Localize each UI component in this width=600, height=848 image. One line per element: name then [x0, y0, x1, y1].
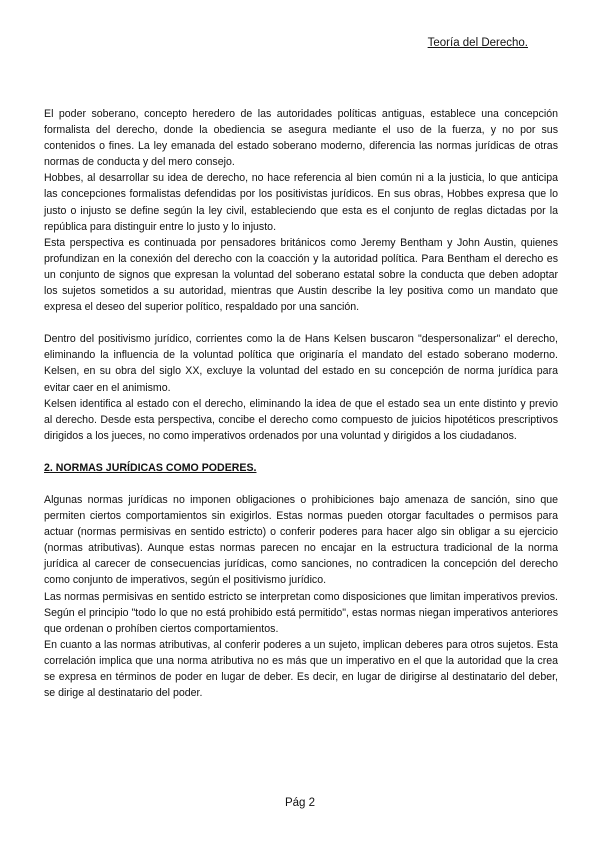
page-number: Pág 2 [284, 797, 316, 809]
paragraph: Algunas normas jurídicas no imponen obligaciones o prohibiciones bajo amenaza de sanción, sino que permiten ciertos comportamientos sin exigirlos. Estas normas pueden otorgar facultades o permisos para actuar (normas permisivas en sentido estricto) o conferir poderes para hacer algo sin obligar a su ejercicio (normas atributivas). Aunque estas normas parecen no encajar en la estructura tradicional de la norma jurídica al carecer de consecuencias jurídicas, como sanciones, no contradicen la concepción del derecho como conjunto de imperativos, según el positivismo jurídico. [44, 493, 558, 587]
section-heading: 2. NORMAS JURÍDICAS COMO PODERES. [44, 461, 257, 474]
paragraph: Kelsen identifica al estado con el derecho, eliminando la idea de que el estado sea un ente distinto y previo al derecho. Desde esta perspectiva, concibe el derecho como compuesto de juicios hipotéticos prescriptivos dirigidos a los jueces, no como imperativos ordenados por una voluntad y dirigidos a los ciudadanos. [44, 397, 558, 442]
paragraph: El poder soberano, concepto heredero de las autoridades políticas antiguas, establece una concepción formalista del derecho, donde la obediencia se asegura mediante el uso de la fuerza, y no por sus contenidos o fines. La ley emanada del estado soberano moderno, diferencia las normas jurídicas de otras normas de conducta y del mero consejo. [44, 108, 558, 169]
page-header-title: Teoría del Derecho. [427, 37, 528, 49]
paragraph: Hobbes, al desarrollar su idea de derecho, no hace referencia al bien común ni a la justicia, lo que anticipa las concepciones formalistas defendidas por los positivistas jurídicos. En sus obras, Hobbes expresa que lo justo o injusto se define según la ley civil, estableciendo que esta es el conjunto de reglas dictadas por la república para distinguir entre lo justo y lo injusto. [44, 172, 558, 233]
paragraph-spacer [44, 476, 558, 492]
document-body [44, 106, 558, 701]
paragraph-spacer [44, 444, 558, 460]
paragraph-spacer [44, 315, 558, 331]
paragraph: Dentro del positivismo jurídico, corrientes como la de Hans Kelsen buscaron "despersonalizar" el derecho, eliminando la influencia de la voluntad política que originaría el mandato del estado soberano moderno. Kelsen, en su obra del siglo XX, excluye la voluntad del estado en su concepción de norma jurídica para evitar caer en el animismo. [44, 333, 558, 394]
paragraph: Esta perspectiva es continuada por pensadores británicos como Jeremy Bentham y John Austin, quienes profundizan en la conexión del derecho con la coacción y la autoridad política. Para Bentham el derecho es un conjunto de signos que expresan la voluntad del soberano estatal sobre la conducta que deben adoptar los sujetos sometidos a su autoridad, mientras que Austin describe la ley positiva como un mandato que expresa el deseo del superior político, respaldado por una sanción. [44, 236, 558, 314]
paragraph: En cuanto a las normas atributivas, al conferir poderes a un sujeto, implican deberes para otros sujetos. Esta correlación implica que una norma atributiva no es más que un imperativo en el que la autoridad que la crea se expresa en términos de poder en lugar de deber. Es decir, en lugar de dirigirse al destinatario del deber, se dirige al destinatario del poder. [44, 638, 558, 700]
paragraph: Las normas permisivas en sentido estricto se interpretan como disposiciones que limitan imperativos previos. Según el principio "todo lo que no está prohibido está permitido", estas normas niegan imperativos anteriores que ordenan o prohíben ciertos comportamientos. [44, 590, 558, 635]
